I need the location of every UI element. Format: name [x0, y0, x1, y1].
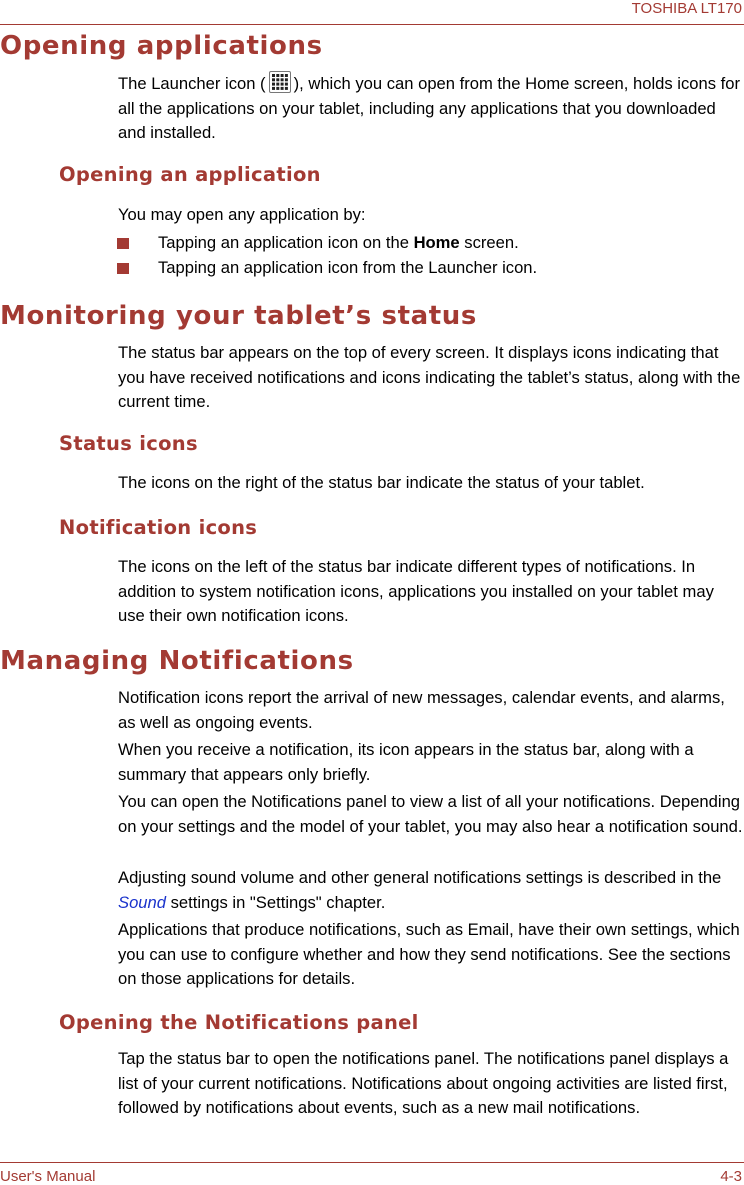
paragraph-notification-icons: The icons on the left of the status bar indicate different types of notifications. In addition to system notification icons, applications you installed on your tablet may use their own notification icons. [118, 557, 714, 625]
bullet-item-launcher: Tapping an application icon from the Launcher icon. [158, 258, 538, 277]
bullet-marker [117, 238, 129, 249]
footer-rule [0, 1162, 744, 1163]
header-rule [0, 24, 744, 25]
heading-monitoring-status: Monitoring your tablet’s status [0, 301, 477, 331]
bullet-item-home [158, 231, 519, 256]
paragraph-notif-sound [118, 866, 744, 915]
launcher-grid-icon [269, 71, 291, 93]
launcher-text-a: The Launcher icon ( [118, 74, 266, 93]
page-number: 4-3 [720, 1168, 742, 1185]
bullet-bold-home: Home [413, 233, 460, 252]
paragraph-notif-receive: When you receive a notification, its icon appears in the status bar, along with a summary that appears only briefly. [118, 740, 694, 784]
bullet-text: screen. [459, 233, 519, 252]
bullet-marker [117, 263, 129, 274]
sound-text-b: settings in "Settings" chapter. [165, 892, 386, 912]
paragraph-open-by: You may open any application by: [118, 205, 366, 224]
heading-managing-notifications: Managing Notifications [0, 646, 354, 676]
heading-notification-icons: Notification icons [59, 516, 258, 539]
heading-opening-an-application: Opening an application [59, 163, 321, 186]
paragraph-notif-panel: You can open the Notifications panel to view a list of all your notifications. Depending on your settings and the model of your tablet, you may also hear a notification sound. [118, 792, 743, 836]
launcher-text-b: ), which you can open from the Home screen, holds icons for all the applications on your tablet, including any applications that you downloaded and installed. [118, 74, 740, 142]
paragraph-notif-report: Notification icons report the arrival of new messages, calendar events, and alarms, as well as ongoing events. [118, 688, 725, 732]
sound-text-a: Adjusting sound volume and other general notifications settings is described in the [118, 868, 722, 887]
paragraph-open-panel: Tap the status bar to open the notifications panel. The notifications panel displays a list of your current notifications. Notifications about ongoing activities are listed first, followed by notifications about events, such as a new mail notifications. [118, 1049, 729, 1117]
paragraph-launcher [118, 71, 744, 146]
heading-status-icons: Status icons [59, 432, 198, 455]
heading-opening-applications: Opening applications [0, 31, 323, 61]
footer-manual-title: User's Manual [0, 1168, 96, 1185]
paragraph-notif-apps: Applications that produce notifications, such as Email, have their own settings, which you can use to configure whether and how they send notifications. See the sections on those applications for details. [118, 920, 740, 988]
heading-opening-notifications-panel: Opening the Notifications panel [59, 1011, 419, 1034]
paragraph-status-bar: The status bar appears on the top of every screen. It displays icons indicating that you have received notifications and icons indicating the tablet’s status, along with the current time. [118, 343, 741, 411]
bullet-text: Tapping an application icon on the [158, 233, 414, 252]
paragraph-status-icons: The icons on the right of the status bar indicate the status of your tablet. [118, 473, 645, 492]
sound-settings-link[interactable]: Sound [118, 892, 166, 912]
running-header: TOSHIBA LT170 [631, 0, 742, 17]
